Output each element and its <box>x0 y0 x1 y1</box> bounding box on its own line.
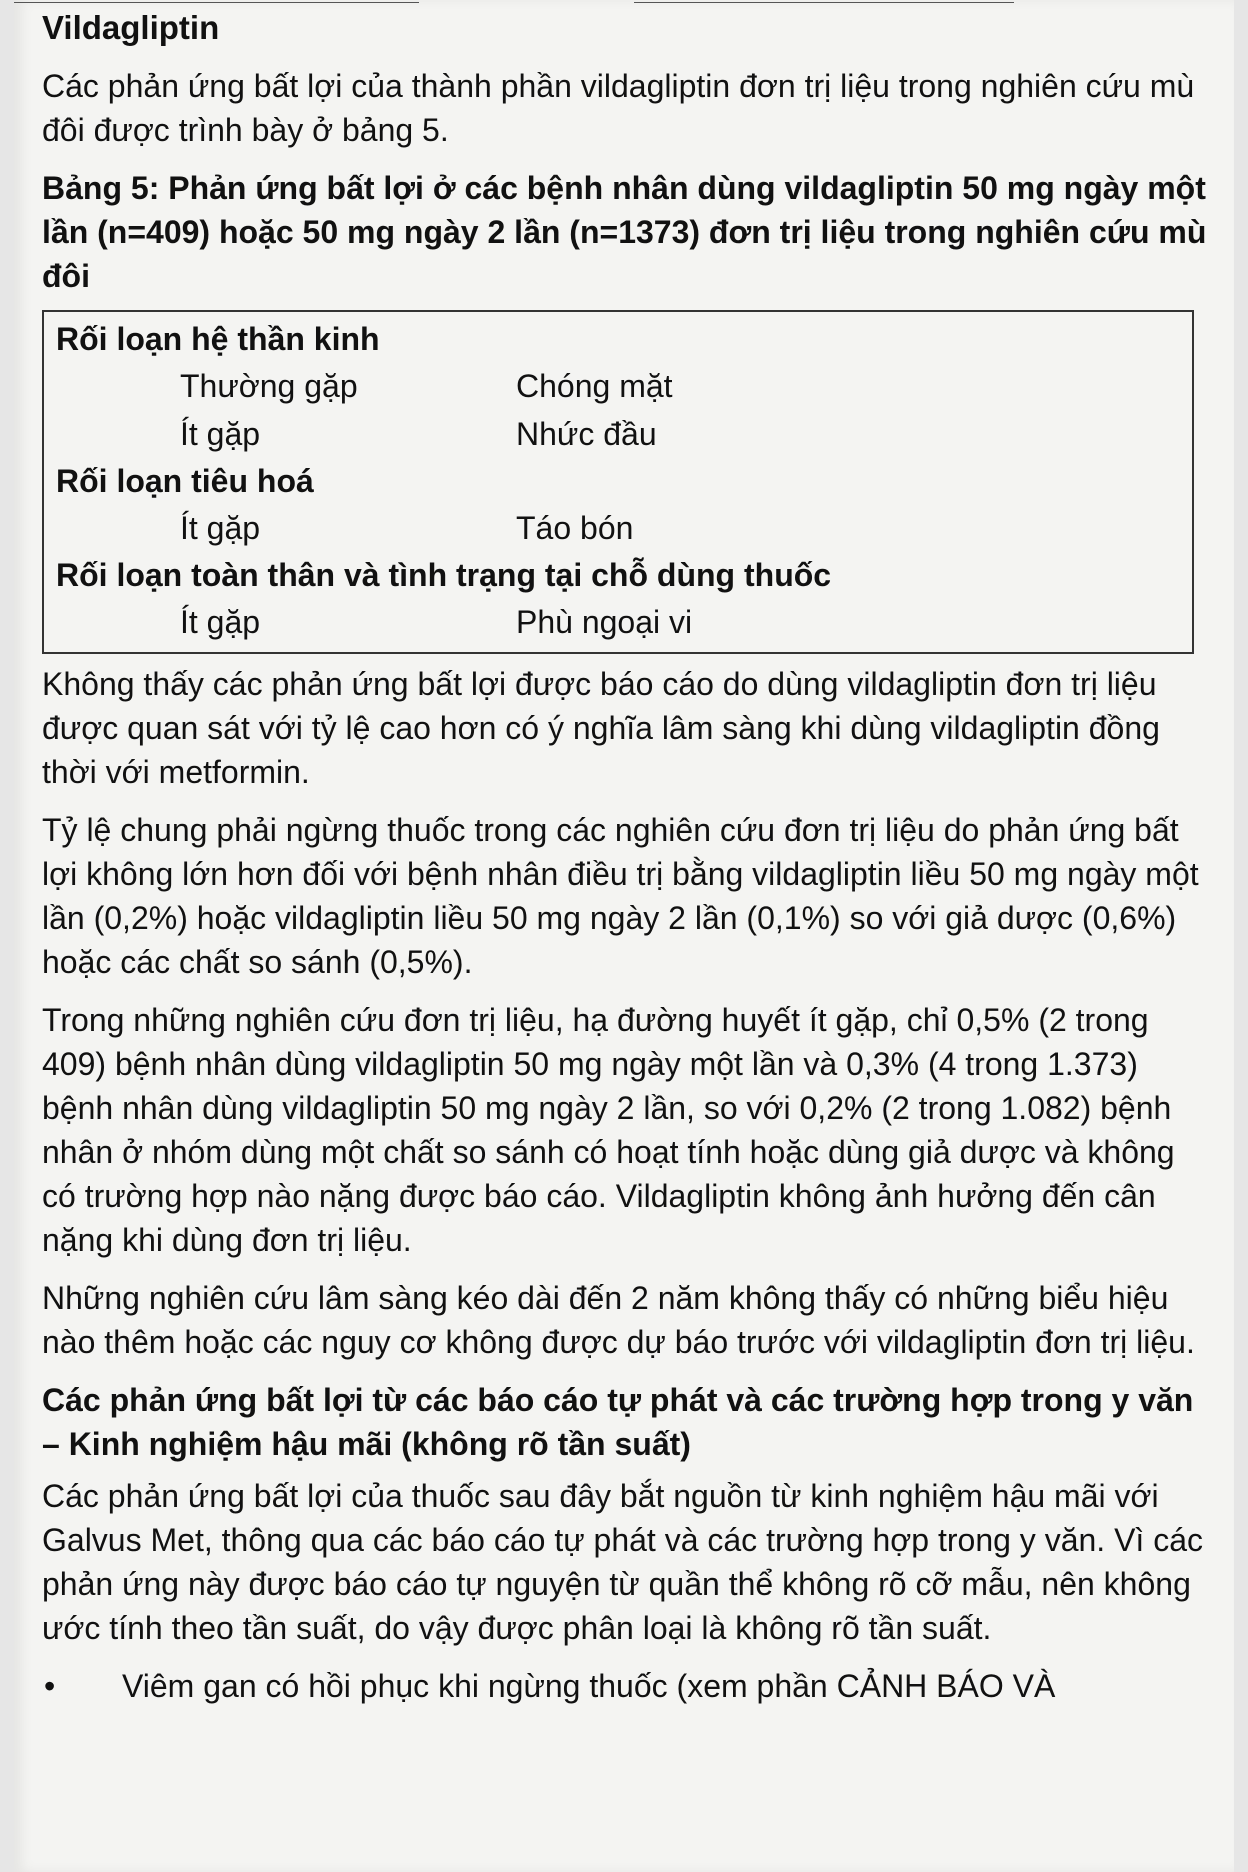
event-cell: Phù ngoại vi <box>516 603 693 640</box>
table-caption: Bảng 5: Phản ứng bất lợi ở các bệnh nhân dùng vildagliptin 50 mg ngày một lần (n=409) hoặc 50 mg ngày 2 lần (n=1373) đơn trị liệu trong nghiên cứu mù đôi <box>42 169 1207 294</box>
table-group-heading: Rối loạn toàn thân và tình trạng tại chỗ dùng thuốc <box>56 556 832 593</box>
adverse-reactions-table <box>42 310 1194 654</box>
event-cell: Chóng mặt <box>516 367 673 404</box>
table-row <box>44 598 1192 646</box>
top-rule-right <box>634 2 1014 3</box>
table-row <box>44 410 1192 458</box>
body-paragraph: Không thấy các phản ứng bất lợi được báo cáo do dùng vildagliptin đơn trị liệu được quan sát với tỷ lệ cao hơn có ý nghĩa lâm sàng khi dùng vildagliptin đồng thời với metformin. <box>42 665 1160 790</box>
top-rule-left <box>14 2 419 3</box>
body-paragraph: Trong những nghiên cứu đơn trị liệu, hạ đường huyết ít gặp, chỉ 0,5% (2 trong 409) bệnh nhân dùng vildagliptin 50 mg ngày một lần và 0,3% (4 trong 1.373) bệnh nhân dùng vildagliptin 50 mg ngày 2 lần, so với 0,2% (2 trong 1.082) bệnh nhân ở nhóm dùng một chất so sánh có hoạt tính hoặc dùng giả dược và không có trường hợp nào nặng được báo cáo. Vildagliptin không ảnh hưởng đến cân nặng khi dùng đơn trị liệu. <box>42 1001 1175 1258</box>
body-paragraph: Tỷ lệ chung phải ngừng thuốc trong các nghiên cứu đơn trị liệu do phản ứng bất lợi không lớn hơn đối với bệnh nhân điều trị bằng vildagliptin liều 50 mg ngày một lần (0,2%) hoặc vildagliptin liều 50 mg ngày 2 lần (0,1%) so với giả dược (0,6%) hoặc các chất so sánh (0,5%). <box>42 811 1199 980</box>
list-item-text: Viêm gan có hồi phục khi ngừng thuốc (xem phần CẢNH BÁO VÀ <box>122 1667 1056 1704</box>
bullet-icon: • <box>44 1667 56 1704</box>
event-cell: Táo bón <box>516 509 634 546</box>
table-group-heading: Rối loạn tiêu hoá <box>56 462 314 499</box>
frequency-cell: Ít gặp <box>180 509 261 546</box>
document-page <box>14 0 1234 1872</box>
frequency-cell: Ít gặp <box>180 603 261 640</box>
frequency-cell: Ít gặp <box>180 415 261 452</box>
event-cell: Nhức đầu <box>516 415 657 452</box>
table-row <box>44 362 1192 410</box>
table-group-heading: Rối loạn hệ thần kinh <box>56 320 380 357</box>
list-item <box>42 1664 1210 1708</box>
body-paragraph: Những nghiên cứu lâm sàng kéo dài đến 2 năm không thấy có những biểu hiệu nào thêm hoặc các nguy cơ không được dự báo trước với vildagliptin đơn trị liệu. <box>42 1279 1195 1360</box>
postmarket-subheading: Các phản ứng bất lợi từ các báo cáo tự phát và các trường hợp trong y văn – Kinh nghiệm hậu mãi (không rõ tần suất) <box>42 1381 1194 1462</box>
table-row <box>44 504 1192 552</box>
postmarket-paragraph: Các phản ứng bất lợi của thuốc sau đây bắt nguồn từ kinh nghiệm hậu mãi với Galvus Met, thông qua các báo cáo tự phát và các trường hợp trong y văn. Vì các phản ứng này được báo cáo tự nguyện từ quần thể không rõ cỡ mẫu, nên không ước tính theo tần suất, do vậy được phân loại là không rõ tần suất. <box>42 1477 1203 1646</box>
frequency-cell: Thường gặp <box>180 367 358 404</box>
section-title: Vildagliptin <box>42 9 220 46</box>
document-content <box>42 8 1210 1708</box>
intro-paragraph: Các phản ứng bất lợi của thành phần vildagliptin đơn trị liệu trong nghiên cứu mù đôi được trình bày ở bảng 5. <box>42 67 1195 148</box>
